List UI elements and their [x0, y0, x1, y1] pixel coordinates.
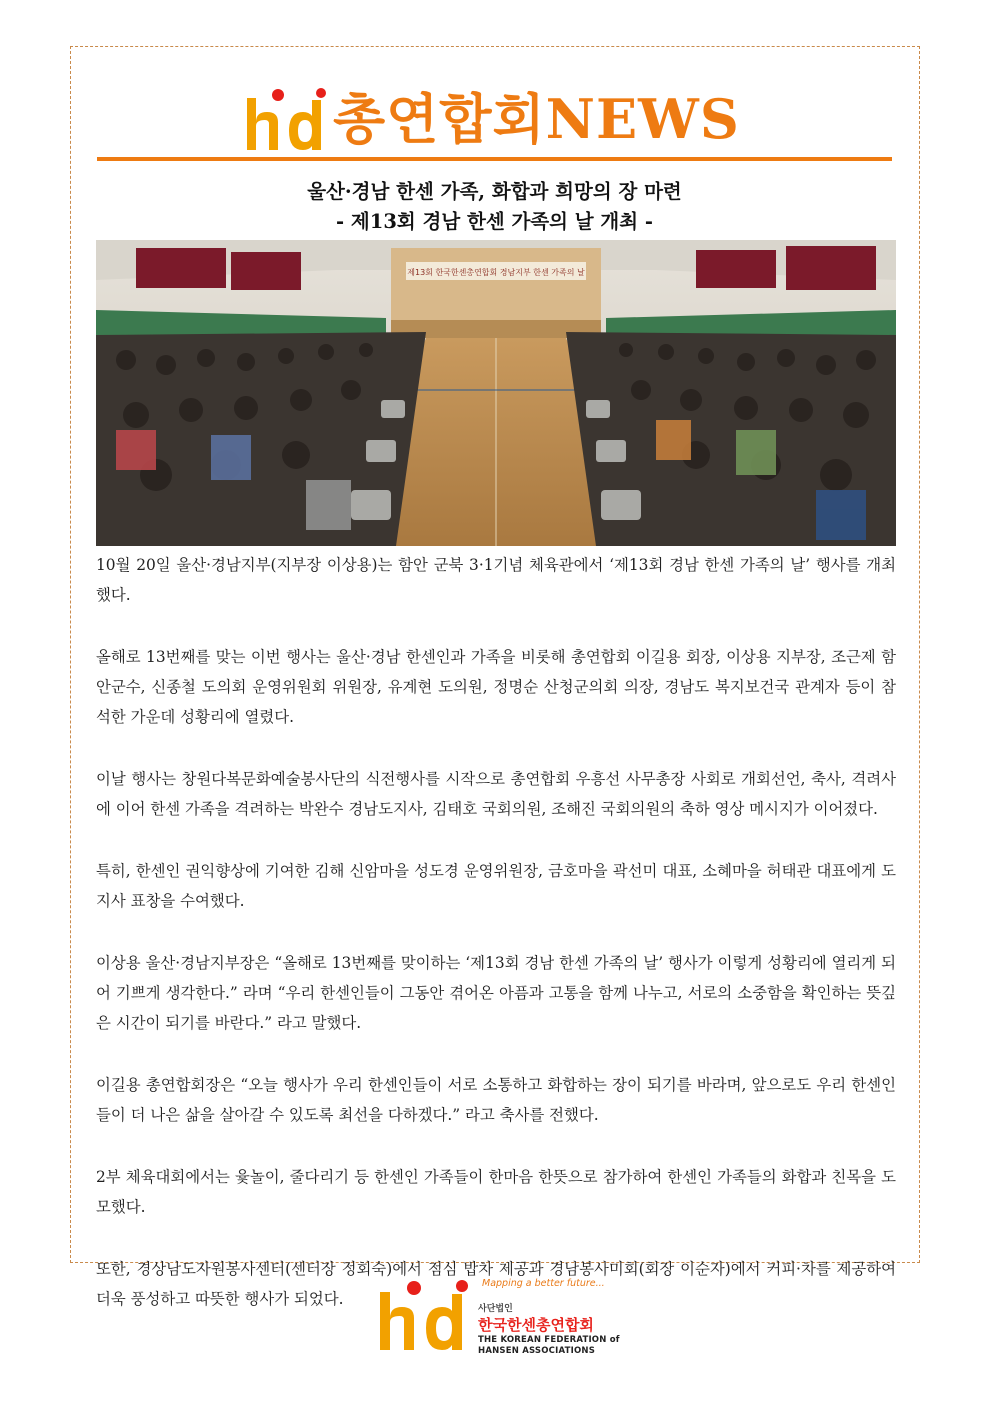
headline — [97, 177, 892, 237]
article-paragraph-5: 이상용 울산·경남지부장은 “올해로 13번째를 맞이하는 ‘제13회 경남 한센 가족의 날’ 행사가 이렇게 성황리에 열리게 되어 기쁘게 생각한다.” 라며 “우리 한센인들이 그동안 겪어온 아픔과 고통을 함께 나누고, 서로의 소중함을 확인하는 뜻깊은 시간이 되기를 바란다.” 라고 말했다. — [96, 954, 896, 1032]
article-paragraph-8: 또한, 경상남도자원봉사센터(센터장 정회숙)에서 점심 밥차 제공과 경남봉사미회(회장 이순자)에서 커피·차를 제공하여 더욱 풍성하고 따뜻한 행사가 되었다. — [96, 1260, 896, 1308]
hd-logo-icon — [245, 86, 327, 152]
footer-hd-logo-icon — [378, 1278, 468, 1352]
article-paragraph-2: 올해로 13번째를 맞는 이번 행사는 울산·경남 한센인과 가족을 비롯해 총연합회 이길용 회장, 이상용 지부장, 조근제 함안군수, 신종철 도의회 운영위원회 위원장, 유계현 도의원, 정명순 산청군의회 의장, 경남도 복지보건국 관계자 등이 참석한 가운데 성황리에 열렸다. — [96, 648, 896, 726]
article-paragraph-1: 10월 20일 울산·경남지부(지부장 이상용)는 함안 군북 3·1기념 체육관에서 ‘제13회 경남 한센 가족의 날’ 행사를 개최했다. — [96, 556, 896, 604]
stage-banner-text: 제13회 한국한센총연합회 경남지부 한센 가족의 날 — [407, 268, 585, 277]
footer-tagline: Mapping a better future... — [482, 1278, 605, 1289]
article-body — [96, 550, 896, 1346]
masthead-title: 총연합회NEWS — [333, 87, 740, 151]
masthead — [245, 80, 740, 152]
masthead-rule — [97, 157, 892, 161]
headline-line-2: - 제13회 경남 한센 가족의 날 개최 - — [336, 210, 653, 233]
footer-org-name-kr: 한국한센총연합회 — [478, 1316, 594, 1334]
headline-line-1: 울산·경남 한센 가족, 화합과 희망의 장 마련 — [307, 180, 682, 203]
article-paragraph-3: 이날 행사는 창원다복문화예술봉사단의 식전행사를 시작으로 총연합회 우흥선 사무총장 사회로 개회선언, 축사, 격려사에 이어 한센 가족을 격려하는 박완수 경남도지사, 김태호 국회의원, 조해진 국회의원의 축하 영상 메시지가 이어졌다. — [96, 770, 896, 818]
footer-org-name-en-2: HANSEN ASSOCIATIONS — [478, 1346, 596, 1356]
gymnasium-crowd-illustration — [96, 240, 896, 546]
article-paragraph-4: 특히, 한센인 권익향상에 기여한 김해 신암마을 성도경 운영위원장, 금호마을 곽선미 대표, 소혜마을 허태관 대표에게 도지사 표창을 수여했다. — [96, 862, 896, 910]
footer-org-info — [478, 1276, 678, 1357]
footer-org-name-en-1: THE KOREAN FEDERATION of — [478, 1335, 620, 1345]
footer-org-prefix: 사단법인 — [478, 1304, 513, 1314]
event-photo — [96, 240, 896, 546]
article-paragraph-7: 2부 체육대회에서는 윷놀이, 줄다리기 등 한센인 가족들이 한마음 한뜻으로 참가하여 한센인 가족들의 화합과 친목을 도모했다. — [96, 1168, 896, 1216]
article-paragraph-6: 이길용 총연합회장은 “오늘 행사가 우리 한센인들이 서로 소통하고 화합하는 장이 되기를 바라며, 앞으로도 우리 한센인들이 더 나은 삶을 살아갈 수 있도록 최선을 다하겠다.” 라고 축사를 전했다. — [96, 1076, 896, 1124]
